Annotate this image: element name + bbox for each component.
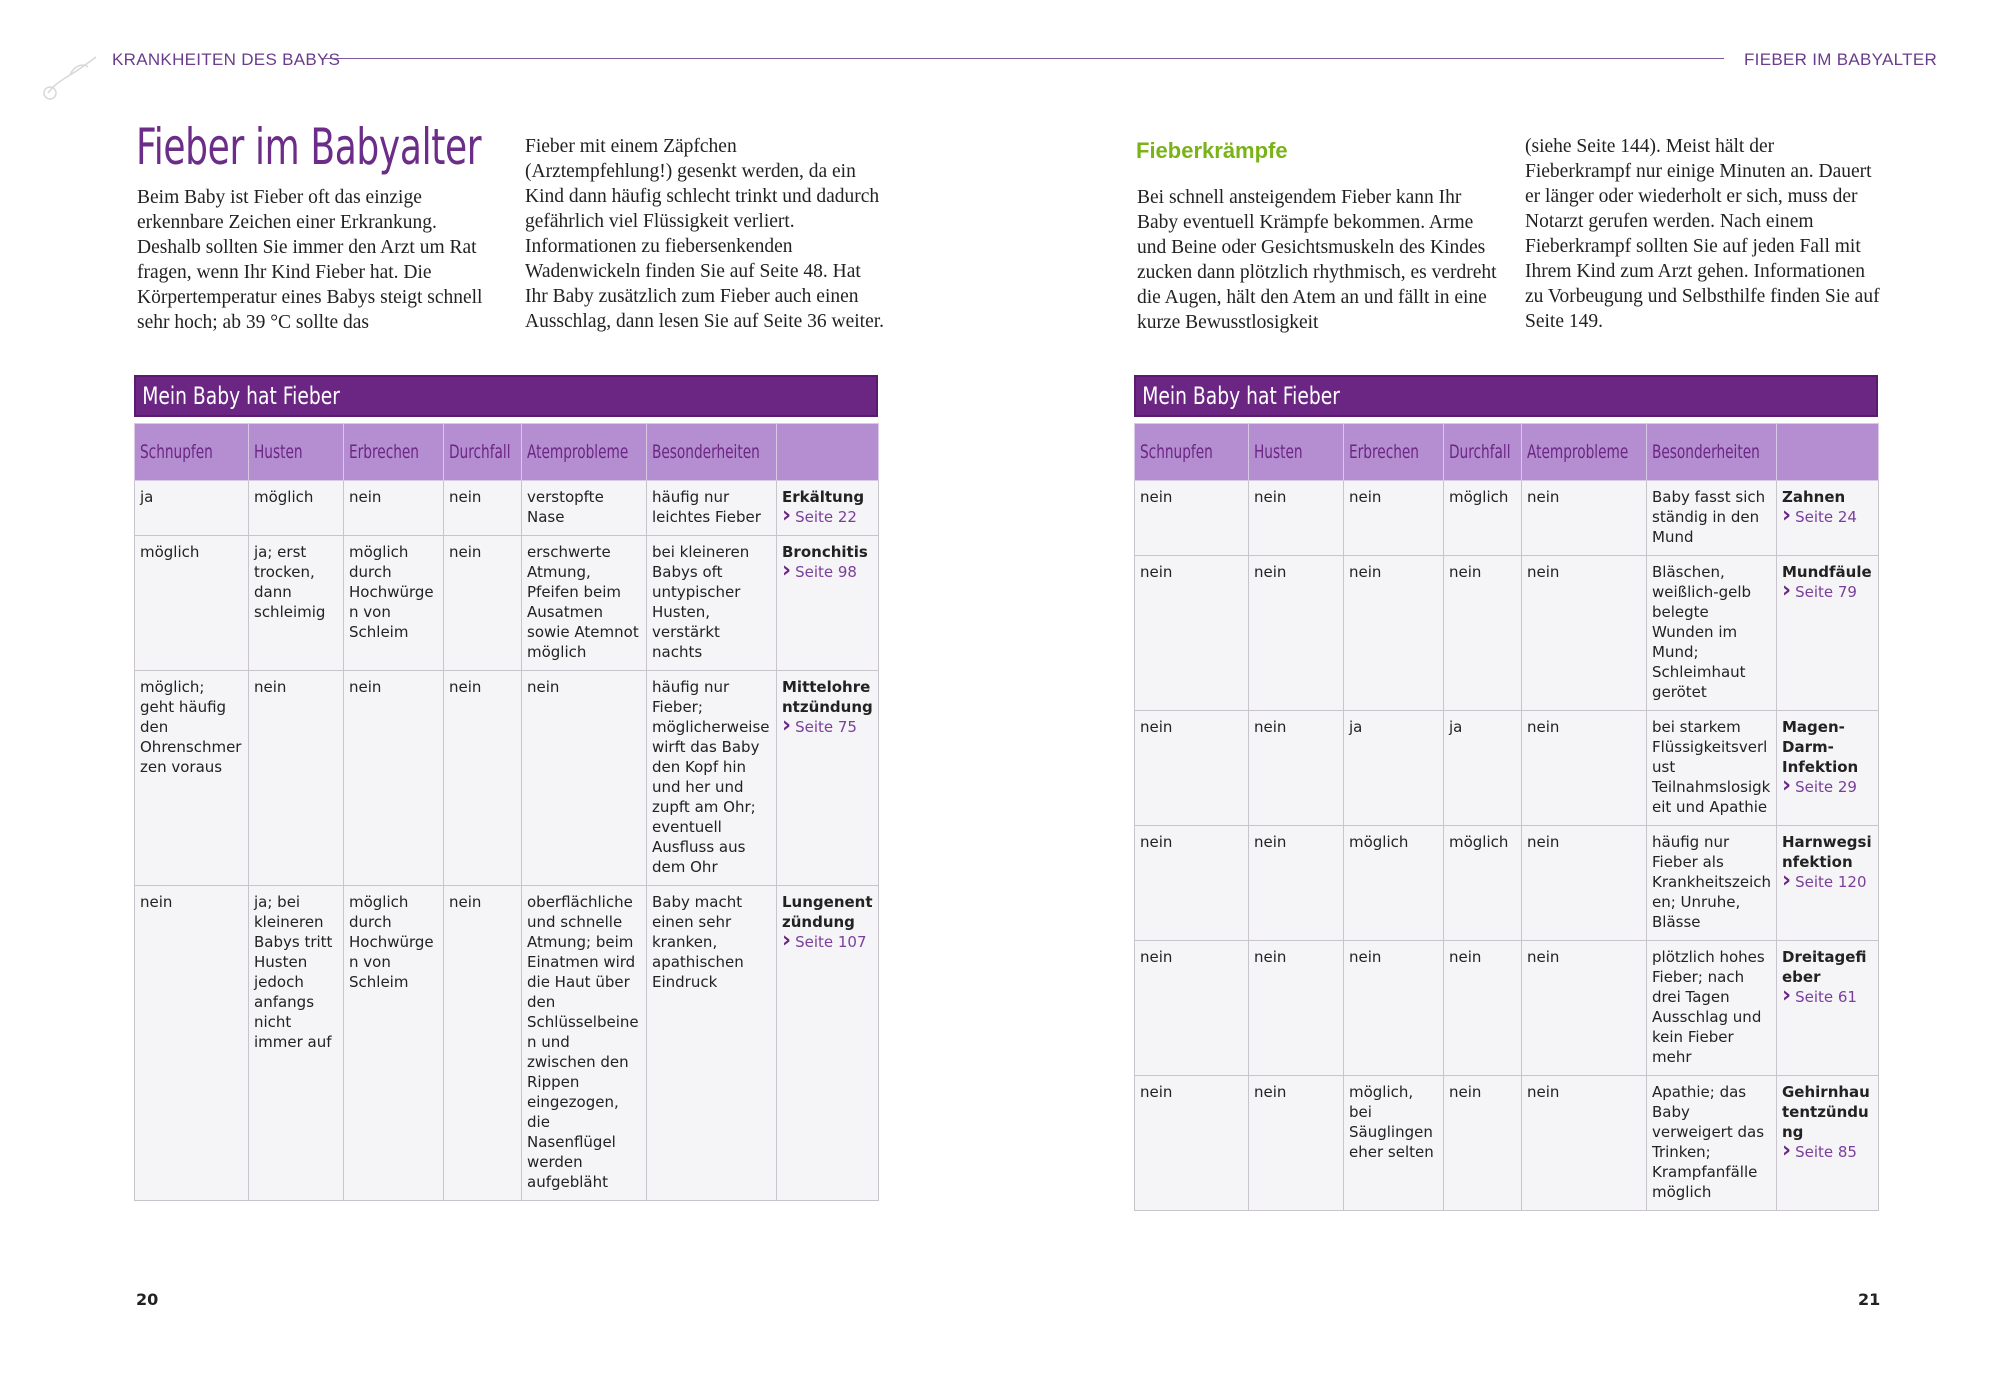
table-cell: nein: [1249, 941, 1344, 1076]
reference-cell: [1777, 1076, 1879, 1211]
text-column-2: [1525, 134, 1885, 334]
table-cell: verstopfte Nase: [522, 481, 647, 536]
page-link[interactable]: › Seite 75: [782, 717, 873, 737]
table-cell: nein: [1444, 1076, 1522, 1211]
condition-name: Mittelohrentzündung: [782, 678, 873, 716]
table-header-row: [1135, 424, 1879, 481]
table-row: [1135, 1076, 1879, 1211]
table-cell: nein: [1135, 481, 1249, 556]
reference-cell: [1777, 481, 1879, 556]
table-cell: ja: [135, 481, 249, 536]
table-cell: nein: [1249, 826, 1344, 941]
symptom-table-right: [1134, 375, 1878, 1211]
text-1: Bei schnell ansteigendem Fieber kann Ihr Baby eventuell Krämpfe bekommen. Arme und Beine oder Gesichtsmuskeln des Kindes zucken dann plötzlich rhythmisch, es verdreht die Augen, hält den Atem an und fällt in eine kurze Bewusstlosigkeit: [1137, 187, 1497, 333]
table-header-row: [135, 424, 879, 481]
table-cell: bei kleineren Babys oft untypischer Husten, verstärkt nachts: [647, 536, 777, 671]
symptom-table-left: [134, 375, 878, 1201]
table-cell: nein: [1135, 1076, 1249, 1211]
col-header: Durchfall: [444, 424, 522, 481]
table-cell: möglich: [1444, 826, 1522, 941]
running-header-right: FIEBER IM BABYALTER: [1744, 50, 1938, 69]
table-cell: Baby macht einen sehr kranken, apathischen Eindruck: [647, 886, 777, 1201]
condition-name: Magen-Darm-Infektion: [1782, 718, 1859, 776]
condition-name: Harnwegsinfektion: [1782, 833, 1872, 871]
table-cell: nein: [444, 671, 522, 886]
condition-name: Erkältung: [782, 488, 865, 506]
condition-name: Mundfäule: [1782, 563, 1872, 581]
table-row: [1135, 826, 1879, 941]
table-cell: möglich: [1444, 481, 1522, 556]
table-cell: nein: [1522, 711, 1647, 826]
table-cell: nein: [444, 886, 522, 1201]
col-header: Erbrechen: [344, 424, 444, 481]
table-cell: nein: [1444, 556, 1522, 711]
table-cell: nein: [1135, 826, 1249, 941]
reference-cell: [1777, 941, 1879, 1076]
table-row: [1135, 941, 1879, 1076]
table-title: Mein Baby hat Fieber: [134, 375, 878, 417]
page-link[interactable]: › Seite 61: [1782, 987, 1873, 1007]
table-cell: möglich durch Hochwürgen von Schleim: [344, 536, 444, 671]
table-cell: oberflächliche und schnelle Atmung; beim Einatmen wird die Haut über den Schlüsselbeinen und zwischen den Rippen eingezogen, die Nasenflügel werden aufgebläht: [522, 886, 647, 1201]
table-cell: Baby fasst sich ständig in den Mund: [1647, 481, 1777, 556]
table-row: [135, 536, 879, 671]
col-header: Atemprobleme: [522, 424, 647, 481]
table-cell: nein: [249, 671, 344, 886]
table-cell: möglich: [135, 536, 249, 671]
table-cell: häufig nur Fieber als Krankheitszeichen; Unruhe, Blässe: [1647, 826, 1777, 941]
table-cell: möglich; geht häufig den Ohrenschmerzen voraus: [135, 671, 249, 886]
reference-cell: [777, 481, 879, 536]
table-cell: nein: [1135, 556, 1249, 711]
table-cell: ja; bei kleineren Babys tritt Husten jedoch anfangs nicht immer auf: [249, 886, 344, 1201]
col-header: Atemprobleme: [1522, 424, 1647, 481]
section-subtitle: Fieberkrämpfe: [1136, 138, 1288, 163]
table-row: [1135, 711, 1879, 826]
page-link[interactable]: › Seite 98: [782, 562, 873, 582]
reference-cell: [777, 671, 879, 886]
table-cell: nein: [1344, 941, 1444, 1076]
table-cell: nein: [135, 886, 249, 1201]
table-cell: Apathie; das Baby verweigert das Trinken; Krampfanfälle möglich: [1647, 1076, 1777, 1211]
intro-text-1: Beim Baby ist Fieber oft das einzige erkennbare Zeichen einer Erkrankung. Deshalb sollten Sie immer den Arzt um Rat fragen, wenn Ihr Kind Fieber hat. Die Körpertemperatur eines Babys steigt schnell sehr hoch; ab 39 °C sollte das: [137, 187, 483, 333]
page-link[interactable]: › Seite 24: [1782, 507, 1873, 527]
table-cell: nein: [444, 481, 522, 536]
table-row: [135, 886, 879, 1201]
page-title: Fieber im Babyalter: [136, 118, 482, 176]
table-row: [1135, 556, 1879, 711]
intro-text-2: Fieber mit einem Zäpfchen (Arztempfehlung!) gesenkt werden, da ein Kind dann häufig schlecht trinkt und dadurch gefährlich viel Flüssigkeit verliert. Informationen zu fiebersenkenden Wadenwickeln finden Sie auf Seite 48. Hat Ihr Baby zusätzlich zum Fieber auch einen Ausschlag, dann lesen Sie auf Seite 36 weiter.: [525, 136, 885, 332]
table-cell: ja; erst trocken, dann schleimig: [249, 536, 344, 671]
table-cell: nein: [1344, 556, 1444, 711]
table-cell: möglich durch Hochwürgen von Schleim: [344, 886, 444, 1201]
table-cell: ja: [1344, 711, 1444, 826]
page-link[interactable]: › Seite 120: [1782, 872, 1873, 892]
page-number: 20: [136, 1290, 159, 1309]
col-header: Durchfall: [1444, 424, 1522, 481]
table-row: [135, 671, 879, 886]
table-cell: möglich, bei Säuglingen eher selten: [1344, 1076, 1444, 1211]
table-row: [1135, 481, 1879, 556]
table-cell: möglich: [249, 481, 344, 536]
table-cell: nein: [344, 481, 444, 536]
intro-column-1: [137, 185, 497, 335]
table-cell: bei starkem Flüssigkeitsverlust Teilnahmslosigkeit und Apathie: [1647, 711, 1777, 826]
page-link[interactable]: › Seite 29: [1782, 777, 1873, 797]
symptom-table: [1134, 423, 1879, 1211]
text-2: (siehe Seite 144). Meist hält der Fieberkrampf nur einige Minuten an. Dauert er länger oder wiederholt er sich, muss der Notarzt gerufen werden. Nach einem Fieberkrampf sollten Sie auf jeden Fall mit Ihrem Kind zum Arzt gehen. Informationen zu Vorbeugung und Selbsthilfe finden Sie auf Seite 149.: [1525, 136, 1880, 332]
table-row: [135, 481, 879, 536]
col-header: Besonderheiten: [1647, 424, 1777, 481]
table-cell: nein: [1344, 481, 1444, 556]
table-cell: nein: [1522, 1076, 1647, 1211]
condition-name: Dreitagefieber: [1782, 948, 1867, 986]
table-cell: nein: [522, 671, 647, 886]
page-link[interactable]: › Seite 85: [1782, 1142, 1873, 1162]
table-cell: nein: [344, 671, 444, 886]
page-link[interactable]: › Seite 79: [1782, 582, 1873, 602]
table-cell: nein: [1522, 556, 1647, 711]
reference-cell: [777, 536, 879, 671]
col-header: Husten: [1249, 424, 1344, 481]
table-cell: nein: [1135, 711, 1249, 826]
col-header: [1777, 424, 1879, 481]
header-rule: [322, 58, 1000, 59]
col-header: Husten: [249, 424, 344, 481]
condition-name: Lungenentzündung: [782, 893, 873, 931]
table-cell: nein: [1249, 556, 1344, 711]
table-cell: möglich: [1344, 826, 1444, 941]
page-number: 21: [1858, 1290, 1881, 1309]
col-header: Schnupfen: [1135, 424, 1249, 481]
table-cell: nein: [1522, 941, 1647, 1076]
col-header: Besonderheiten: [647, 424, 777, 481]
reference-cell: [1777, 826, 1879, 941]
col-header: [777, 424, 879, 481]
condition-name: Gehirnhautentzündung: [1782, 1083, 1870, 1141]
reference-cell: [1777, 556, 1879, 711]
condition-name: Zahnen: [1782, 488, 1846, 506]
intro-column-2: [525, 134, 885, 334]
table-cell: plötzlich hohes Fieber; nach drei Tagen Ausschlag und kein Fieber mehr: [1647, 941, 1777, 1076]
reference-cell: [777, 886, 879, 1201]
table-cell: nein: [1522, 481, 1647, 556]
table-cell: Bläschen, weißlich-gelb belegte Wunden im Mund; Schleimhaut gerötet: [1647, 556, 1777, 711]
table-cell: nein: [1249, 1076, 1344, 1211]
header-rule: [1000, 58, 1724, 59]
running-header-left: KRANKHEITEN DES BABYS: [112, 50, 341, 69]
symptom-table: [134, 423, 879, 1201]
table-cell: häufig nur Fieber; möglicherweise wirft das Baby den Kopf hin und her und zupft am Ohr; eventuell Ausfluss aus dem Ohr: [647, 671, 777, 886]
table-title: Mein Baby hat Fieber: [1134, 375, 1878, 417]
text-column-1: [1137, 185, 1497, 335]
table-cell: nein: [444, 536, 522, 671]
right-page: [1000, 0, 2000, 1382]
pacifier-icon: [40, 45, 100, 105]
table-cell: erschwerte Atmung, Pfeifen beim Ausatmen sowie Atemnot möglich: [522, 536, 647, 671]
condition-name: Bronchitis: [782, 543, 868, 561]
table-cell: nein: [1135, 941, 1249, 1076]
table-cell: nein: [1444, 941, 1522, 1076]
reference-cell: [1777, 711, 1879, 826]
table-cell: nein: [1522, 826, 1647, 941]
table-cell: nein: [1249, 481, 1344, 556]
page-link[interactable]: › Seite 22: [782, 507, 873, 527]
table-cell: nein: [1249, 711, 1344, 826]
page-link[interactable]: › Seite 107: [782, 932, 873, 952]
col-header: Erbrechen: [1344, 424, 1444, 481]
table-cell: ja: [1444, 711, 1522, 826]
col-header: Schnupfen: [135, 424, 249, 481]
table-cell: häufig nur leichtes Fieber: [647, 481, 777, 536]
